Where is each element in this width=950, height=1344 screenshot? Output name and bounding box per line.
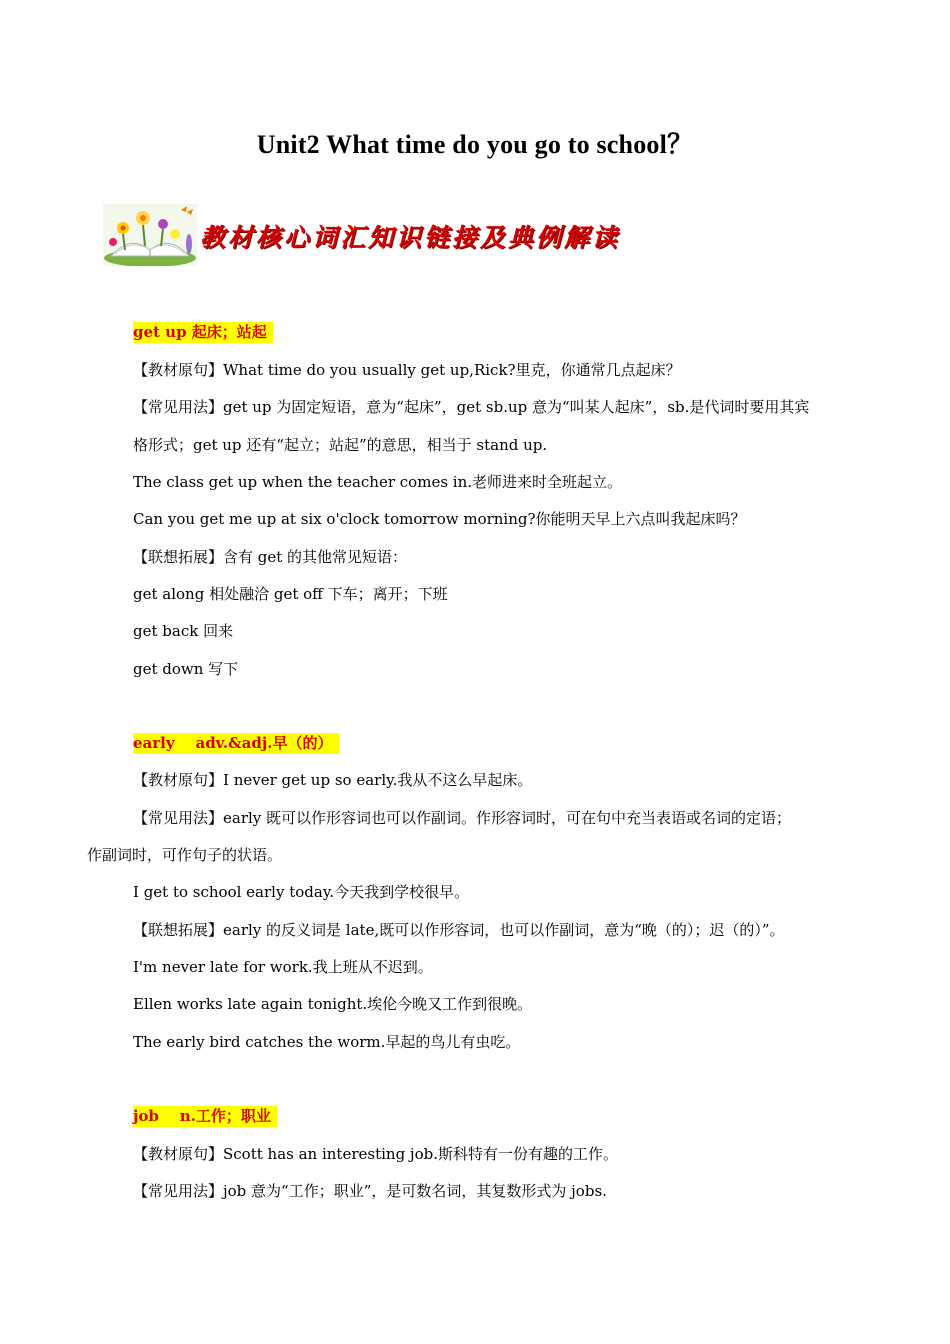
vocab-heading-early: [133, 733, 339, 753]
section-banner: [103, 204, 643, 266]
textbook-sentence: 【教材原句】Scott has an interesting job.斯科特有一份有趣的工作。: [133, 1145, 618, 1163]
usage-note: 【常见用法】get up 为固定短语，意为“起床”，get sb.up 意为“叫某人起床”，sb.是代词时要用其宾: [133, 398, 810, 416]
phrase-line: get down 写下: [133, 660, 239, 678]
usage-note-continued: 作副词时，可作句子的状语。: [87, 846, 283, 864]
phrase-line: get along 相处融洽 get off 下车；离开；下班: [133, 585, 448, 603]
usage-note-continued: 格形式；get up 还有“起立；站起”的意思，相当于 stand up.: [133, 436, 548, 454]
usage-note: 【常见用法】job 意为“工作；职业”，是可数名词，其复数形式为 jobs.: [133, 1182, 607, 1200]
example-sentence: Can you get me up at six o'clock tomorrow morning?你能明天早上六点叫我起床吗？: [133, 510, 746, 528]
extension-note: 【联想拓展】early 的反义词是 late,既可以作形容词，也可以作副词，意为“晚（的）；迟（的）”。: [133, 921, 785, 939]
usage-note: 【常见用法】early 既可以作形容词也可以作副词。作形容词时，可在句中充当表语或名词的定语；: [133, 809, 792, 827]
example-sentence: The class get up when the teacher comes in.老师进来时全班起立。: [133, 473, 623, 491]
example-sentence: I'm never late for work.我上班从不迟到。: [133, 958, 433, 976]
banner-heading: 教材核心词汇知识链接及典例解读: [200, 223, 621, 252]
open-book-flowers-icon: [103, 204, 197, 266]
vocab-heading-highlight: get up 起床；站起: [133, 322, 273, 343]
phrase-line: get back 回来: [133, 622, 234, 640]
vocab-heading-highlight: early adv.&adj.早（的）: [133, 733, 339, 754]
example-sentence: The early bird catches the worm.早起的鸟儿有虫吃。: [133, 1033, 521, 1051]
extension-note: 【联想拓展】含有 get 的其他常见短语：: [133, 548, 408, 566]
vocab-heading-get-up: [133, 322, 273, 342]
vocab-heading-job: [133, 1106, 277, 1126]
example-sentence: I get to school early today.今天我到学校很早。: [133, 883, 470, 901]
example-sentence: Ellen works late again tonight.埃伦今晚又工作到很晚。: [133, 995, 533, 1013]
vocab-heading-highlight: job n.工作；职业: [133, 1106, 277, 1127]
textbook-sentence: 【教材原句】I never get up so early.我从不这么早起床。: [133, 771, 533, 789]
page-title: Unit2 What time do you go to school？: [256, 130, 694, 159]
textbook-sentence: 【教材原句】What time do you usually get up,Rick?里克，你通常几点起床？: [133, 361, 681, 379]
